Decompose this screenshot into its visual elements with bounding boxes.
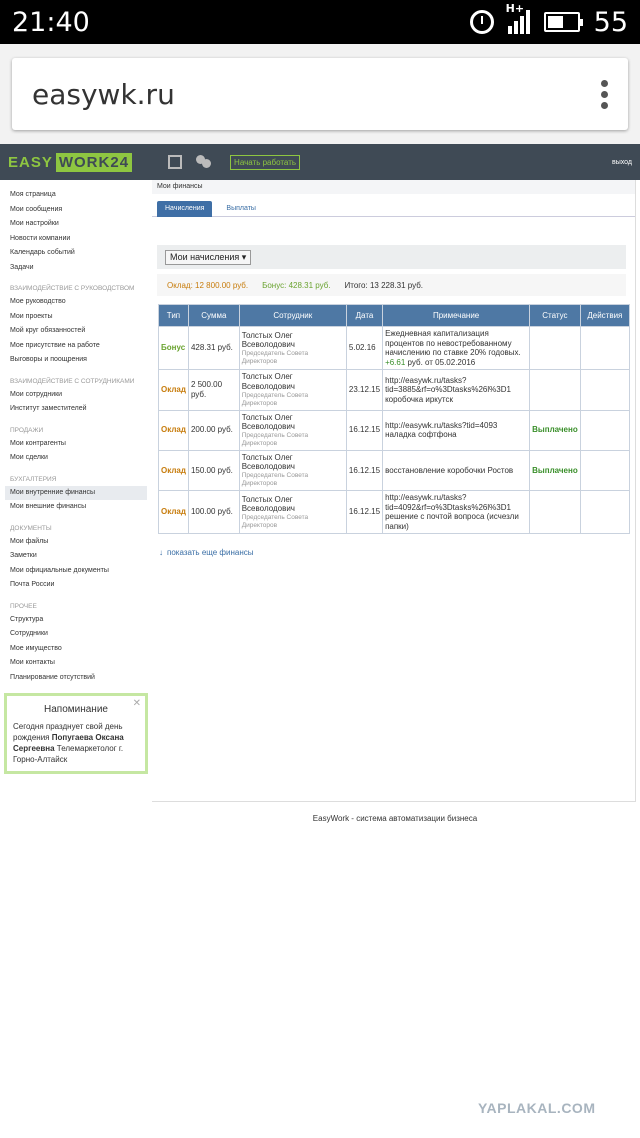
logo[interactable] [8, 153, 132, 172]
cell-actions[interactable] [580, 450, 629, 490]
sidebar-item[interactable]: Мои внешние финансы [10, 503, 87, 510]
filter-value: Мои начисления [170, 251, 240, 262]
breadcrumb: Мои финансы [152, 180, 635, 194]
sidebar-item[interactable]: Календарь событий [10, 249, 75, 256]
sidebar-item[interactable]: Новости компании [10, 234, 71, 242]
sidebar-item[interactable]: Мои настройки [10, 220, 59, 227]
sidebar-item[interactable]: Планирование отсутствий [10, 673, 95, 681]
reminder-title: Напоминание [44, 704, 108, 715]
sidebar-item[interactable]: Институт заместителей [10, 405, 87, 412]
sidebar-item[interactable]: Мои сотрудники [10, 390, 63, 398]
cell-note [383, 370, 530, 410]
sidebar-group-6 [0, 535, 152, 593]
logo-work: WORK24 [56, 153, 132, 172]
note-plus: +6.61 [385, 357, 406, 367]
employee-role: Председатель Совета Директоров [241, 349, 309, 365]
sidebar-item[interactable]: Мои внутренние финансы [5, 486, 147, 501]
sidebar-item[interactable]: Моя страница [10, 191, 56, 198]
url-text[interactable]: easywk.ru [32, 77, 175, 111]
cell-status: Выплачено [530, 410, 581, 450]
sidebar-item[interactable]: Мое присутствие на работе [10, 341, 100, 349]
address-bar[interactable] [12, 58, 628, 130]
grand-total: Итого: 13 228.31 руб. [344, 280, 424, 290]
footer: EasyWork - система автоматизации бизнеса [312, 814, 478, 823]
employee-role: Председатель Совета Директоров [241, 513, 309, 529]
cell-date: 16.12.15 [346, 450, 382, 490]
cell-note [383, 450, 530, 490]
alarm-icon [470, 10, 494, 34]
col-amount[interactable]: Сумма [188, 305, 239, 327]
col-status[interactable]: Статус [530, 305, 581, 327]
cell-amount: 2 500.00 руб. [188, 370, 239, 410]
col-type[interactable]: Тип [159, 305, 189, 327]
sidebar-item[interactable]: Мои сделки [10, 454, 48, 461]
finance-table [158, 304, 630, 534]
cell-date: 5.02.16 [346, 327, 382, 370]
cell-employee [239, 410, 346, 450]
note-text: восстановление коробочки Ростов [385, 465, 514, 475]
cell-status [530, 327, 581, 370]
sidebar-heading: ПРОДАЖИ [10, 426, 44, 434]
sidebar-item[interactable]: Структура [10, 615, 44, 623]
cell-actions[interactable] [580, 410, 629, 450]
cell-actions[interactable] [580, 370, 629, 410]
battery-icon [544, 12, 580, 32]
show-more-link[interactable] [159, 548, 635, 557]
cell-actions[interactable] [580, 490, 629, 533]
sidebar-heading: ВЗАИМОДЕЙСТВИЕ С РУКОВОДСТВОМ [10, 285, 135, 292]
totals-bar [157, 274, 626, 296]
table-row[interactable] [159, 490, 630, 533]
watermark: YAPLAKAL.COM [478, 1100, 596, 1116]
employee-name[interactable]: Толстых Олег Всеволодович [241, 452, 295, 472]
start-work-button[interactable]: Начать работать [230, 155, 300, 170]
cell-status [530, 490, 581, 533]
cell-amount: 150.00 руб. [188, 450, 239, 490]
employee-name[interactable]: Толстых Олег Всеволодович [241, 412, 295, 432]
logo-easy: EASY [8, 153, 53, 171]
reminder-text-2: Телемаркетолог г. Горно-Алтайск [13, 744, 124, 764]
sidebar-item[interactable]: Задачи [10, 263, 34, 271]
sidebar-item[interactable]: Мои файлы [10, 537, 49, 545]
sidebar-group-2 [0, 295, 152, 368]
cell-date: 16.12.15 [346, 490, 382, 533]
note-text: http://easywk.ru/tasks?tid=4093 наладка софтфона [385, 420, 498, 440]
col-date[interactable]: Дата [346, 305, 382, 327]
bonus-total: Бонус: 428.31 руб. [262, 280, 331, 290]
employee-role: Председатель Совета Директоров [241, 391, 309, 407]
cell-employee [239, 450, 346, 490]
sidebar-item[interactable]: Почта России [10, 581, 55, 588]
cell-amount: 100.00 руб. [188, 490, 239, 533]
logout-link[interactable]: выход [612, 158, 632, 166]
table-row[interactable] [159, 450, 630, 490]
sidebar-item[interactable]: Мои официальные документы [10, 566, 109, 574]
sidebar-group-3 [0, 388, 152, 417]
col-employee[interactable]: Сотрудник [239, 305, 346, 327]
sidebar-item[interactable]: Мои контакты [10, 659, 55, 666]
sidebar-group-4 [0, 437, 152, 466]
tab-payments[interactable]: Выплаты [226, 205, 256, 212]
table-row[interactable] [159, 410, 630, 450]
cell-employee [239, 327, 346, 370]
menu-icon[interactable] [601, 80, 608, 109]
sidebar-heading: ДОКУМЕНТЫ [10, 524, 52, 532]
note-text: http://easywk.ru/tasks?tid=3885&rf=o%3Dtasks%26l%3D1 коробочка иркутск [385, 375, 511, 404]
note-text: http://easywk.ru/tasks?tid=4092&rf=o%3Dtasks%26l%3D1 решение с почтой вопроса (исчезли папки) [385, 492, 519, 531]
cell-note [383, 490, 530, 533]
cell-actions[interactable] [580, 327, 629, 370]
sidebar-group-5 [0, 486, 152, 515]
sidebar-item[interactable]: Мои контрагенты [10, 439, 66, 447]
sidebar-item[interactable]: Мои сообщения [10, 205, 63, 213]
employee-role: Председатель Совета Директоров [241, 471, 309, 487]
arrow-down-icon: ↓ [159, 548, 163, 558]
sidebar-item[interactable]: Сотрудники [10, 630, 48, 637]
col-actions[interactable]: Действия [580, 305, 629, 327]
sidebar-heading: ВЗАИМОДЕЙСТВИЕ С СОТРУДНИКАМИ [10, 377, 135, 385]
sidebar-group-7 [0, 613, 152, 686]
tab-accruals[interactable]: Начисления [157, 201, 212, 217]
filter-select[interactable]: Мои начисления ▾ [165, 250, 251, 265]
cell-employee [239, 490, 346, 533]
cell-employee [239, 370, 346, 410]
sidebar-item[interactable]: Выговоры и поощрения [10, 356, 87, 363]
show-more-label: показать еще финансы [167, 548, 254, 558]
cell-type: Бонус [159, 327, 189, 370]
cell-date: 23.12.15 [346, 370, 382, 410]
cell-type: Оклад [159, 410, 189, 450]
sidebar-item[interactable]: Заметки [10, 552, 37, 559]
cell-amount: 428.31 руб. [188, 327, 239, 370]
note-tail: руб. от 05.02.2016 [405, 357, 476, 367]
cell-note [383, 410, 530, 450]
calendar-icon[interactable] [168, 155, 182, 169]
cell-status [530, 370, 581, 410]
signal-icon [505, 2, 530, 34]
reminder-box [4, 693, 148, 774]
cell-note [383, 327, 530, 370]
employee-name[interactable]: Толстых Олег Всеволодович [241, 372, 295, 391]
table-header [159, 305, 630, 327]
cell-date: 16.12.15 [346, 410, 382, 450]
table-row[interactable] [159, 370, 630, 410]
network-type: H+ [505, 2, 525, 15]
table-row[interactable] [159, 327, 630, 370]
sidebar-item[interactable]: Мое руководство [10, 298, 66, 305]
cell-status: Выплачено [530, 450, 581, 490]
sidebar-group-1 [0, 188, 152, 275]
sidebar-heading: ПРОЧЕЕ [10, 602, 37, 610]
status-bar [0, 0, 640, 44]
main-content [152, 180, 636, 802]
cell-type: Оклад [159, 450, 189, 490]
sidebar-heading: БУХГАЛТЕРИЯ [10, 475, 57, 483]
cell-amount: 200.00 руб. [188, 410, 239, 450]
close-icon[interactable]: ✕ [132, 698, 141, 709]
reminder-text [7, 721, 145, 765]
sidebar [0, 180, 152, 802]
tabs [152, 194, 635, 217]
note-text: Ежедневная капитализация процентов по невостребованному начислению по ставке 20% годовых. [385, 329, 521, 358]
employee-role: Председатель Совета Директоров [241, 431, 309, 447]
cell-type: Оклад [159, 370, 189, 410]
col-note[interactable]: Примечание [383, 305, 530, 327]
sidebar-item[interactable]: Мой круг обязанностей [10, 327, 86, 334]
browser-toolbar [0, 44, 640, 144]
reminder-text-1: Сегодня празднует свой день рождения [13, 722, 123, 742]
salary-total: Оклад: 12 800.00 руб. [167, 280, 249, 290]
employee-name[interactable]: Толстых Олег Всеволодович [241, 330, 295, 350]
clock: 21:40 [12, 6, 90, 38]
filter-bar [157, 245, 626, 269]
cell-type: Оклад [159, 490, 189, 533]
sidebar-item[interactable]: Мои проекты [10, 312, 53, 320]
users-icon[interactable] [196, 155, 212, 169]
app-header [0, 144, 640, 180]
employee-name[interactable]: Толстых Олег Всеволодович [241, 494, 295, 514]
reminder-name[interactable]: Попугаева Оксана Сергеевна [13, 733, 124, 753]
battery-level: 55 [593, 6, 628, 38]
sidebar-item[interactable]: Мое имущество [10, 644, 62, 652]
